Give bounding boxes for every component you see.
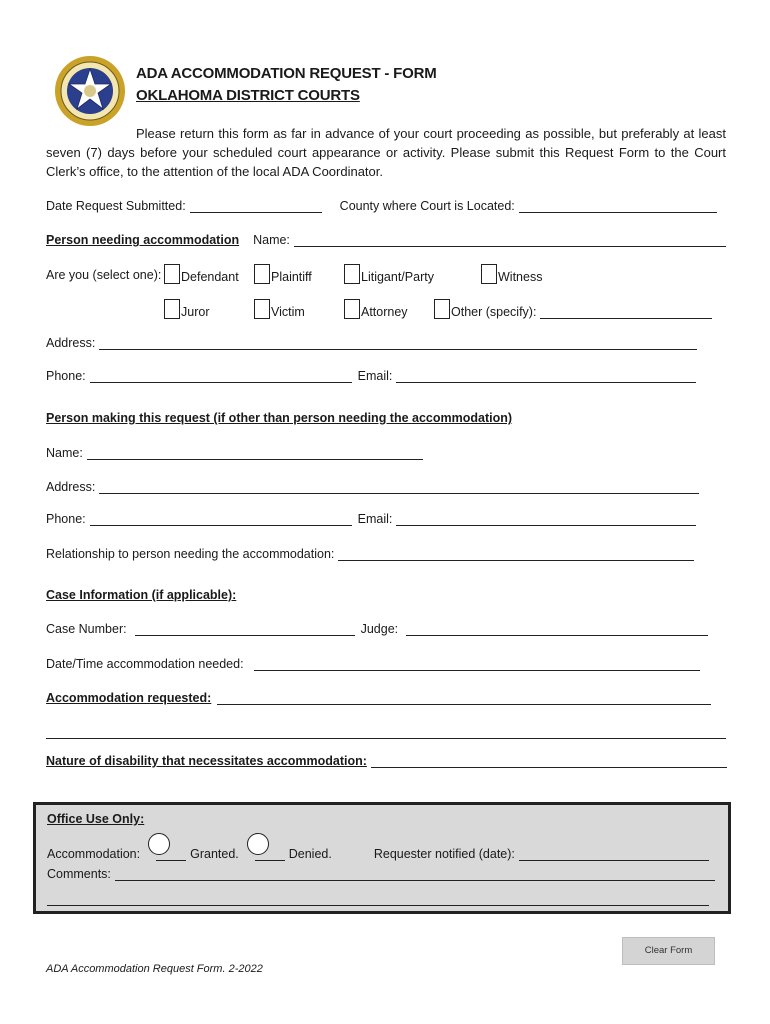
requester-heading: Person making this request (if other than person needing the accommodation) xyxy=(46,411,513,425)
comments-row: Comments: xyxy=(47,867,715,881)
requester-email-field[interactable] xyxy=(396,512,696,526)
state-seal-logo xyxy=(54,55,126,127)
accommodation-field[interactable] xyxy=(217,691,711,705)
office-use-panel xyxy=(33,802,731,914)
judge-field[interactable] xyxy=(406,622,708,636)
checkbox-attorney[interactable]: Attorney xyxy=(344,299,408,319)
form-title: ADA ACCOMMODATION REQUEST - FORM xyxy=(136,65,437,82)
requester-address-field[interactable] xyxy=(99,480,699,494)
date-county-row: Date Request Submitted: County where Court is Located: xyxy=(46,199,717,213)
address-field[interactable] xyxy=(99,336,697,350)
clear-form-button[interactable]: Clear Form xyxy=(622,937,715,965)
address-row: Address: xyxy=(46,336,697,350)
case-heading: Case Information (if applicable): xyxy=(46,588,237,602)
person-needing-row: Person needing accommodation Name: xyxy=(46,233,726,247)
are-you-label: Are you (select one): xyxy=(46,268,162,282)
footer-text: ADA Accommodation Request Form. 2-2022 xyxy=(46,963,263,975)
comments-field[interactable] xyxy=(115,867,715,881)
disability-field[interactable] xyxy=(371,754,727,768)
denied-radio[interactable] xyxy=(247,833,269,855)
email-field[interactable] xyxy=(396,369,696,383)
person-name-field[interactable] xyxy=(294,233,726,247)
phone-field[interactable] xyxy=(90,369,352,383)
checkbox-plaintiff[interactable]: Plaintiff xyxy=(254,264,312,284)
county-field[interactable] xyxy=(519,199,717,213)
office-heading: Office Use Only: xyxy=(47,812,145,826)
checkbox-juror[interactable]: Juror xyxy=(164,299,209,319)
requester-name-field[interactable] xyxy=(87,446,423,460)
requester-phone-field[interactable] xyxy=(90,512,352,526)
date-submitted-field[interactable] xyxy=(190,199,322,213)
office-accommodation-row: Accommodation: Granted. Denied. Requester notified (date): xyxy=(47,839,709,861)
case-number-field[interactable] xyxy=(135,622,355,636)
granted-radio[interactable] xyxy=(148,833,170,855)
checkbox-other[interactable]: Other (specify): xyxy=(434,299,712,319)
accommodation-row: Accommodation requested: xyxy=(46,691,711,705)
accommodation-continuation-line[interactable] xyxy=(46,738,726,739)
datetime-row: Date/Time accommodation needed: xyxy=(46,657,700,671)
relationship-row: Relationship to person needing the accommodation: xyxy=(46,547,694,561)
datetime-field[interactable] xyxy=(254,657,700,671)
requester-phone-email-row: Phone: Email: xyxy=(46,512,696,526)
intro-paragraph: Please return this form as far in advance of your court proceeding as possible, but preferably at least seven (7) days before your scheduled court appearance or activity. Please submit this Request Form to the Court Clerk’s office, to the attention of the local ADA Coordinator. xyxy=(46,126,726,179)
checkbox-litigant-party[interactable]: Litigant/Party xyxy=(344,264,434,284)
comments-continuation-line[interactable] xyxy=(47,905,709,906)
checkbox-defendant[interactable]: Defendant xyxy=(164,264,239,284)
form-subtitle: OKLAHOMA DISTRICT COURTS xyxy=(136,87,360,104)
phone-email-row: Phone: Email: xyxy=(46,369,696,383)
checkbox-witness[interactable]: Witness xyxy=(481,264,542,284)
notified-date-field[interactable] xyxy=(519,847,709,861)
checkbox-victim[interactable]: Victim xyxy=(254,299,305,319)
case-judge-row: Case Number: Judge: xyxy=(46,622,708,636)
requester-name-row: Name: xyxy=(46,446,423,460)
disability-row: Nature of disability that necessitates accommodation: xyxy=(46,754,727,768)
person-needing-heading: Person needing accommodation xyxy=(46,233,240,247)
relationship-field[interactable] xyxy=(338,547,694,561)
requester-address-row: Address: xyxy=(46,480,699,494)
other-specify-field[interactable] xyxy=(540,305,712,319)
